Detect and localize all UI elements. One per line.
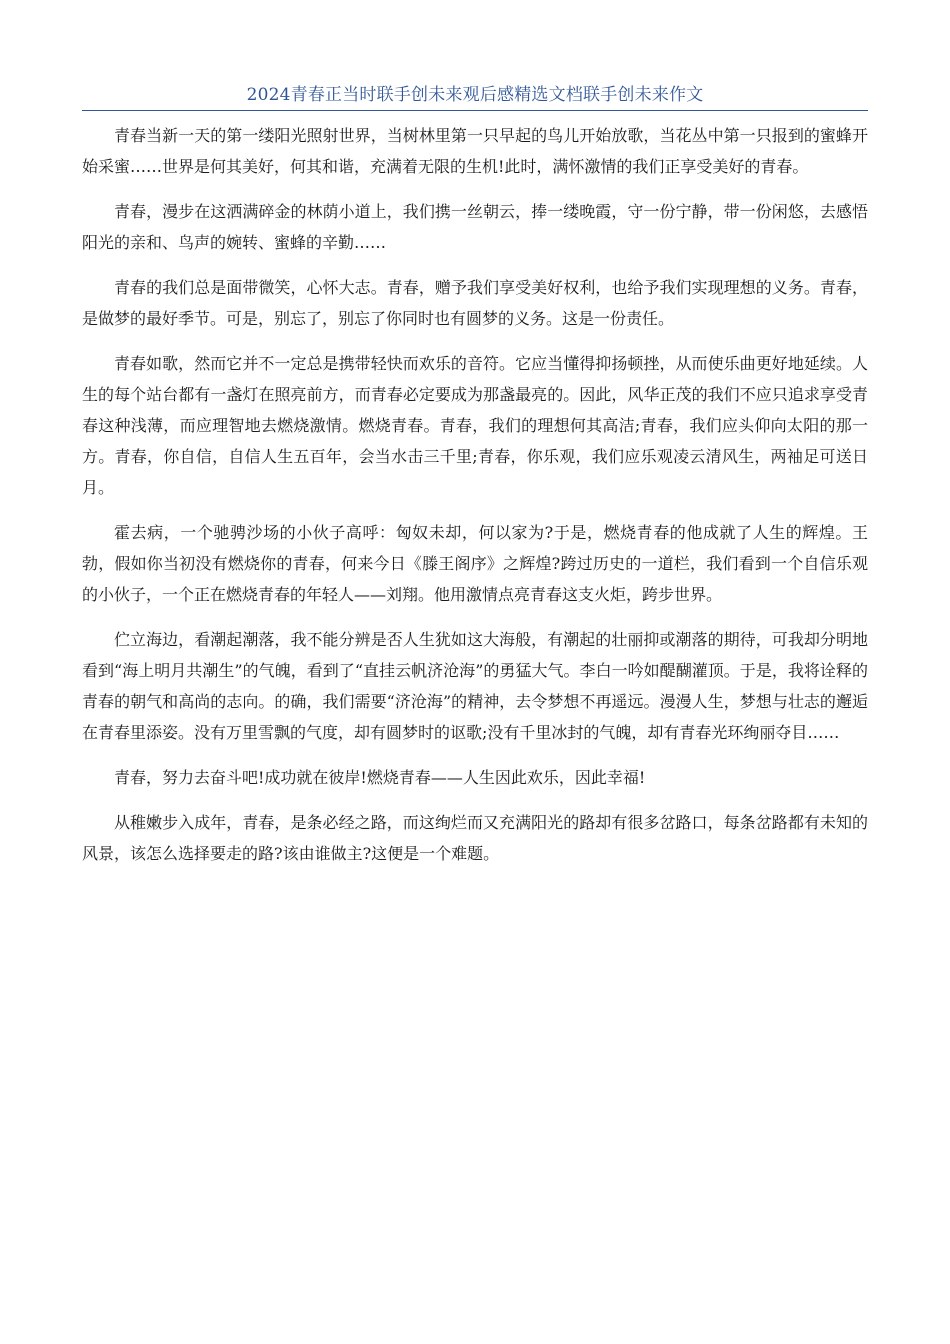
paragraph-7: 青春，努力去奋斗吧!成功就在彼岸!燃烧青春——人生因此欢乐，因此幸福!: [114, 768, 646, 787]
document-body: [82, 120, 868, 883]
paragraph-5: 霍去病，一个驰骋沙场的小伙子高呼：匈奴未却，何以家为?于是，燃烧青春的他成就了人生的辉煌。王勃，假如你当初没有燃烧你的青春，何来今日《滕王阁序》之辉煌?跨过历史的一道栏，我们看到一个自信乐观的小伙子，一个正在燃烧青春的年轻人——刘翔。他用激情点亮青春这支火炬，跨步世界。: [82, 523, 868, 604]
paragraph-4: 青春如歌，然而它并不一定总是携带轻快而欢乐的音符。它应当懂得抑扬顿挫，从而使乐曲更好地延续。人生的每个站台都有一盏灯在照亮前方，而青春必定要成为那盏最亮的。因此，风华正茂的我们不应只追求享受青春这种浅薄，而应理智地去燃烧激情。燃烧青春。青春，我们的理想何其高洁;青春，我们应头仰向太阳的那一方。青春，你自信，自信人生五百年，会当水击三千里;青春，你乐观，我们应乐观凌云清风生，两袖足可送日月。: [82, 354, 868, 497]
paragraph-6: 伫立海边，看潮起潮落，我不能分辨是否人生犹如这大海般，有潮起的壮丽抑或潮落的期待，可我却分明地看到“海上明月共潮生”的气魄，看到了“直挂云帆济沧海”的勇猛大气。李白一吟如醍醐灌顶。于是，我将诠释的青春的朝气和高尚的志向。的确，我们需要“济沧海”的精神，去令梦想不再遥远。漫漫人生，梦想与壮志的邂逅在青春里添姿。没有万里雪飘的气度，却有圆梦时的讴歌;没有千里冰封的气魄，却有青春光环绚丽夺目……: [82, 630, 868, 742]
paragraph-8: 从稚嫩步入成年，青春，是条必经之路，而这绚烂而又充满阳光的路却有很多岔路口，每条岔路都有未知的风景，该怎么选择要走的路?该由谁做主?这便是一个难题。: [82, 813, 868, 863]
paragraph-2: 青春，漫步在这洒满碎金的林荫小道上，我们携一丝朝云，捧一缕晚霞，守一份宁静，带一份闲悠，去感悟阳光的亲和、鸟声的婉转、蜜蜂的辛勤……: [82, 202, 868, 252]
paragraph-1: 青春当新一天的第一缕阳光照射世界，当树林里第一只早起的鸟儿开始放歌，当花丛中第一只报到的蜜蜂开始采蜜……世界是何其美好，何其和谐，充满着无限的生机!此时，满怀激情的我们正享受美好的青春。: [82, 126, 868, 176]
paragraph-3: 青春的我们总是面带微笑，心怀大志。青春，赠予我们享受美好权利，也给予我们实现理想的义务。青春，是做梦的最好季节。可是，别忘了，别忘了你同时也有圆梦的义务。这是一份责任。: [82, 278, 868, 328]
document-title: 2024青春正当时联手创未来观后感精选文档联手创未来作文: [246, 85, 704, 105]
document-header: [82, 80, 868, 111]
